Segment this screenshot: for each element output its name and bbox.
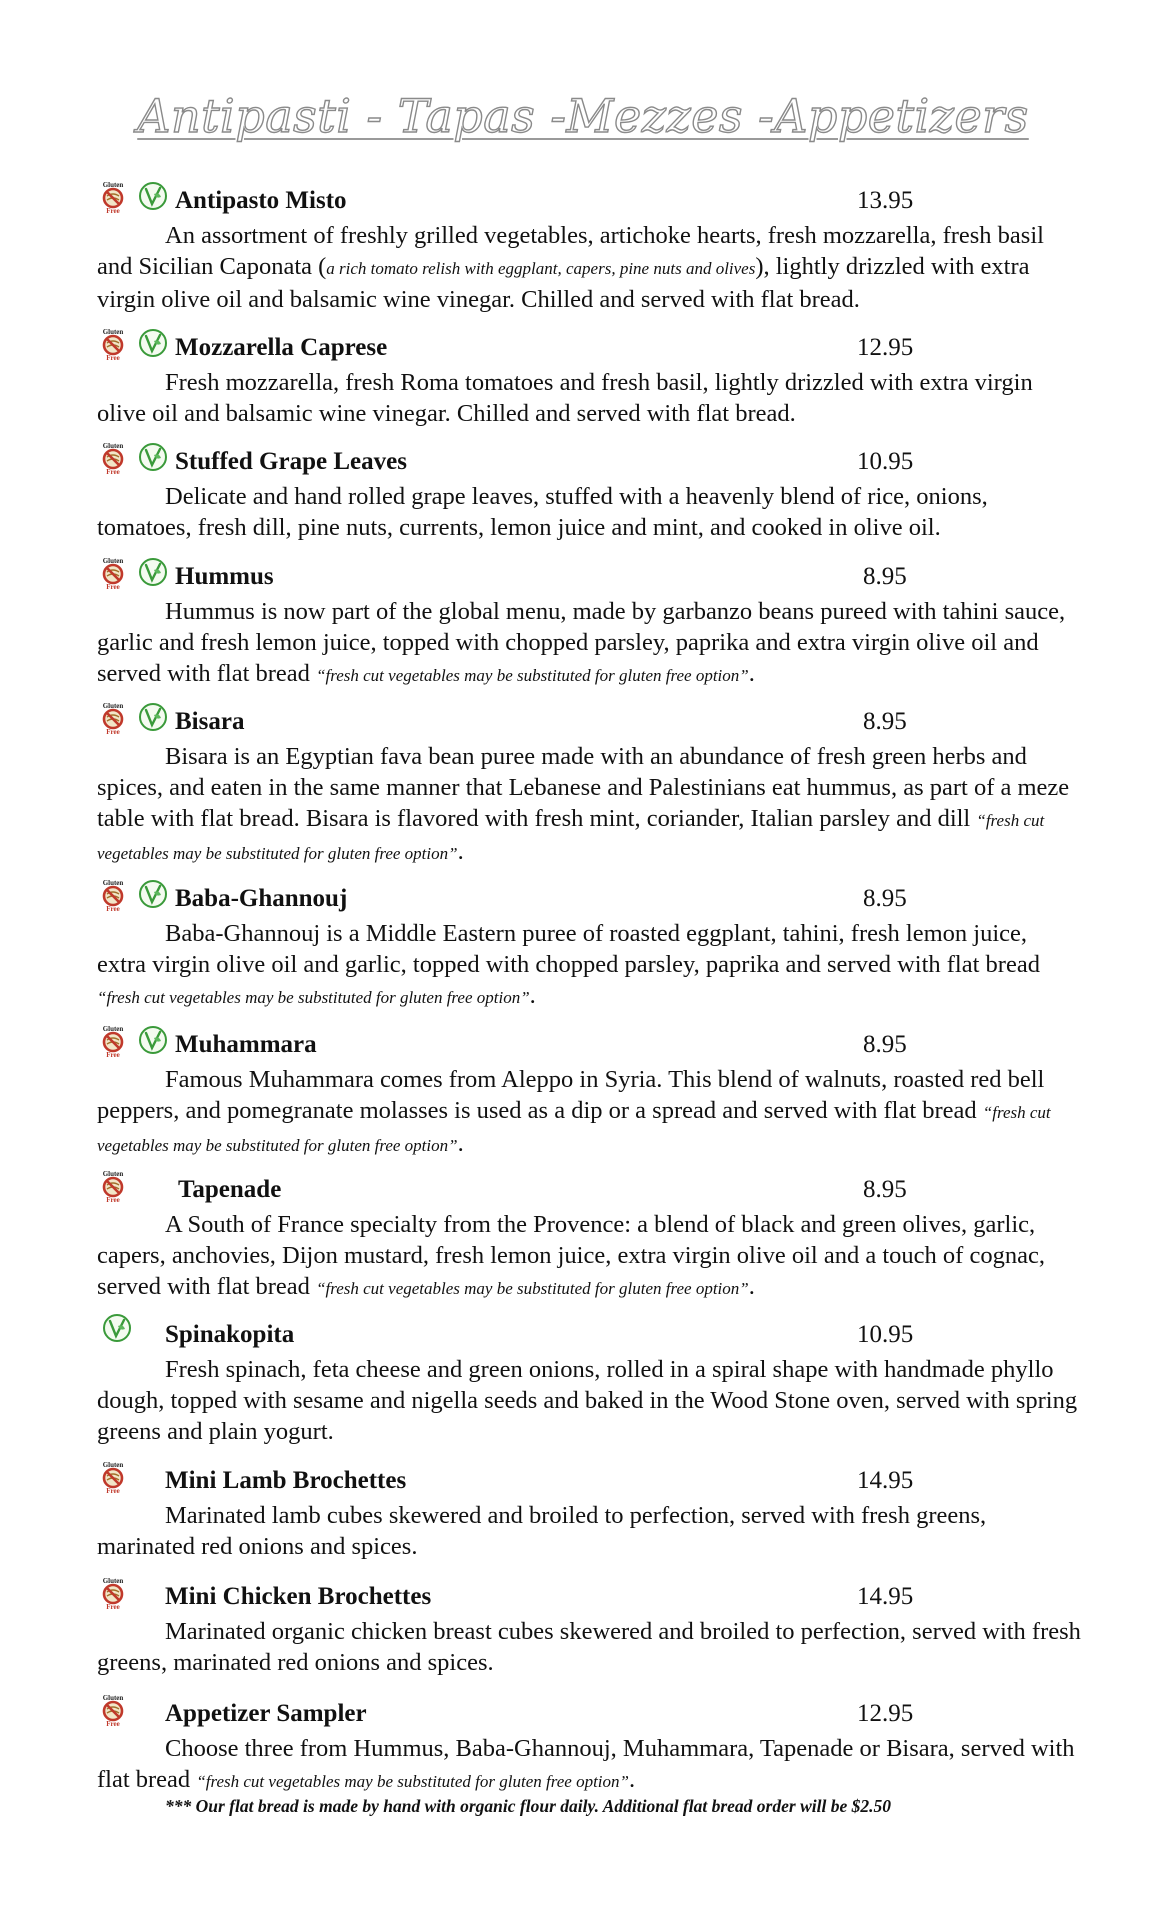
item-name: Muhammara: [175, 1031, 317, 1058]
item-name: Antipasto Misto: [175, 187, 347, 214]
vegetarian-icon: [137, 1024, 169, 1058]
menu-item-appetizer-sampler: [97, 1699, 1082, 1797]
item-name: Appetizer Sampler: [165, 1700, 367, 1727]
item-description: Famous Muhammara comes from Aleppo in Syria. This blend of walnuts, roasted red bell peppers, and pomegranate molasses is used as a dip or a spread and served with flat bread “fresh cut vegetables may be substituted for gluten free option”.: [97, 1066, 1051, 1157]
gluten-free-icon: [97, 441, 129, 475]
vegetarian-icon: [137, 556, 169, 590]
item-note: “fresh cut vegetables may be substituted for gluten free option”: [316, 1279, 749, 1298]
item-description: An assortment of freshly grilled vegetables, artichoke hearts, fresh mozzarella, fresh basil and Sicilian Caponata (a rich tomato relish with eggplant, capers, pine nuts and olives), lightly drizzled with extra virgin olive oil and balsamic wine vinegar. Chilled and served with flat bread.: [97, 222, 1044, 313]
vegetarian-icon: [137, 180, 169, 214]
page-title: Antipasti - Tapas -Mezzes -Appetizers: [137, 89, 1029, 143]
vegetarian-icon: [101, 1312, 133, 1346]
item-description: Choose three from Hummus, Baba-Ghannouj, Muhammara, Tapenade or Bisara, served with flat bread “fresh cut vegetables may be substituted for gluten free option”.: [97, 1735, 1075, 1793]
item-price: 14.95: [857, 1583, 914, 1610]
menu-item-mini-chicken-brochettes: [97, 1582, 1082, 1678]
gluten-free-icon: [97, 878, 129, 912]
item-description: Delicate and hand rolled grape leaves, stuffed with a heavenly blend of rice, onions, tomatoes, fresh dill, pine nuts, currents, lemon juice and mint, and cooked in olive oil.: [97, 483, 988, 541]
vegetarian-icon: [137, 441, 169, 475]
gluten-free-icon: [97, 701, 129, 735]
vegetarian-icon: [137, 878, 169, 912]
item-description: Fresh spinach, feta cheese and green onions, rolled in a spiral shape with handmade phyllo dough, topped with sesame and nigella seeds and baked in the Wood Stone oven, served with spring greens and plain yogurt.: [97, 1356, 1078, 1445]
menu-item-baba-ghannouj: [97, 884, 1082, 1013]
item-price: 14.95: [857, 1467, 914, 1494]
item-note: “fresh cut vegetables may be substituted for gluten free option”: [316, 666, 749, 685]
item-name: Tapenade: [178, 1176, 282, 1203]
menu-item-tapenade: [97, 1175, 1082, 1304]
item-price: 8.95: [863, 708, 907, 735]
gluten-free-icon: [97, 1169, 129, 1203]
item-price: 12.95: [857, 1700, 914, 1727]
menu-item-stuffed-grape-leaves: [97, 447, 1082, 543]
item-description: A South of France specialty from the Provence: a blend of black and green olives, garlic, capers, anchovies, Dijon mustard, fresh lemon juice, extra virgin olive oil and a touch of cognac, served with flat bread “fresh cut vegetables may be substituted for gluten free option”.: [97, 1211, 1045, 1300]
gluten-free-icon: [97, 1576, 129, 1610]
item-description: Hummus is now part of the global menu, made by garbanzo beans pureed with tahini sauce, garlic and fresh lemon juice, topped with chopped parsley, paprika and extra virgin olive oil and served with flat bread “fresh cut vegetables may be substituted for gluten free option”.: [97, 598, 1066, 687]
item-note: a rich tomato relish with eggplant, capers, pine nuts and olives: [326, 259, 756, 278]
item-name: Hummus: [175, 563, 274, 590]
gluten-free-icon: [97, 327, 129, 361]
flat-bread-footnote: *** Our flat bread is made by hand with organic flour daily. Additional flat bread order will be $2.50: [165, 1796, 891, 1816]
item-name: Mini Lamb Brochettes: [165, 1467, 407, 1494]
item-price: 8.95: [863, 1176, 907, 1203]
vegetarian-icon: [137, 701, 169, 735]
menu-item-mini-lamb-brochettes: [97, 1466, 1082, 1562]
item-price: 10.95: [857, 448, 914, 475]
gluten-free-icon: [97, 1024, 129, 1058]
item-description: Marinated organic chicken breast cubes skewered and broiled to perfection, served with fresh greens, marinated red onions and spices.: [97, 1618, 1081, 1676]
item-description: Baba-Ghannouj is a Middle Eastern puree of roasted eggplant, tahini, fresh lemon juice, extra virgin olive oil and garlic, topped with chopped parsley, paprika and served with flat bread “fresh cut vegetables may be substituted for gluten free option”.: [97, 920, 1040, 1009]
item-price: 8.95: [863, 885, 907, 912]
menu-item-muhammara: [97, 1030, 1082, 1161]
item-price: 8.95: [863, 563, 907, 590]
item-note: “fresh cut vegetables may be substituted for gluten free option”: [97, 1103, 1051, 1155]
item-price: 10.95: [857, 1321, 914, 1348]
item-price: 8.95: [863, 1031, 907, 1058]
menu-item-bisara: [97, 707, 1082, 869]
item-description: Fresh mozzarella, fresh Roma tomatoes and fresh basil, lightly drizzled with extra virgin olive oil and balsamic wine vinegar. Chilled and served with flat bread.: [97, 369, 1033, 427]
menu-item-hummus: [97, 562, 1082, 691]
item-description: Bisara is an Egyptian fava bean puree made with an abundance of fresh green herbs and spices, and eaten in the same manner that Lebanese and Palestinians eat hummus, as part of a meze table with flat bread. Bisara is flavored with fresh mint, coriander, Italian parsley and dill “fresh cut vegetables may be substituted for gluten free option”.: [97, 743, 1070, 865]
item-name: Baba-Ghannouj: [175, 885, 348, 912]
item-name: Bisara: [175, 708, 245, 735]
vegetarian-icon: [137, 327, 169, 361]
menu-item-spinakopita: [97, 1320, 1082, 1447]
item-name: Mini Chicken Brochettes: [165, 1583, 432, 1610]
item-price: 13.95: [857, 187, 914, 214]
item-note: “fresh cut vegetables may be substituted for gluten free option”: [196, 1772, 629, 1791]
gluten-free-icon: [97, 1460, 129, 1494]
gluten-free-icon: [97, 180, 129, 214]
item-price: 12.95: [857, 334, 914, 361]
menu-item-mozzarella-caprese: [97, 333, 1082, 429]
gluten-free-icon: [97, 1693, 129, 1727]
item-name: Stuffed Grape Leaves: [175, 448, 407, 475]
menu-item-antipasto-misto: [97, 186, 1082, 315]
item-note: “fresh cut vegetables may be substituted for gluten free option”: [97, 988, 530, 1007]
item-name: Mozzarella Caprese: [175, 334, 388, 361]
item-name: Spinakopita: [165, 1321, 295, 1348]
gluten-free-icon: [97, 556, 129, 590]
item-description: Marinated lamb cubes skewered and broiled to perfection, served with fresh greens, marinated red onions and spices.: [97, 1502, 987, 1560]
item-note: “fresh cut vegetables may be substituted for gluten free option”: [97, 811, 1045, 863]
